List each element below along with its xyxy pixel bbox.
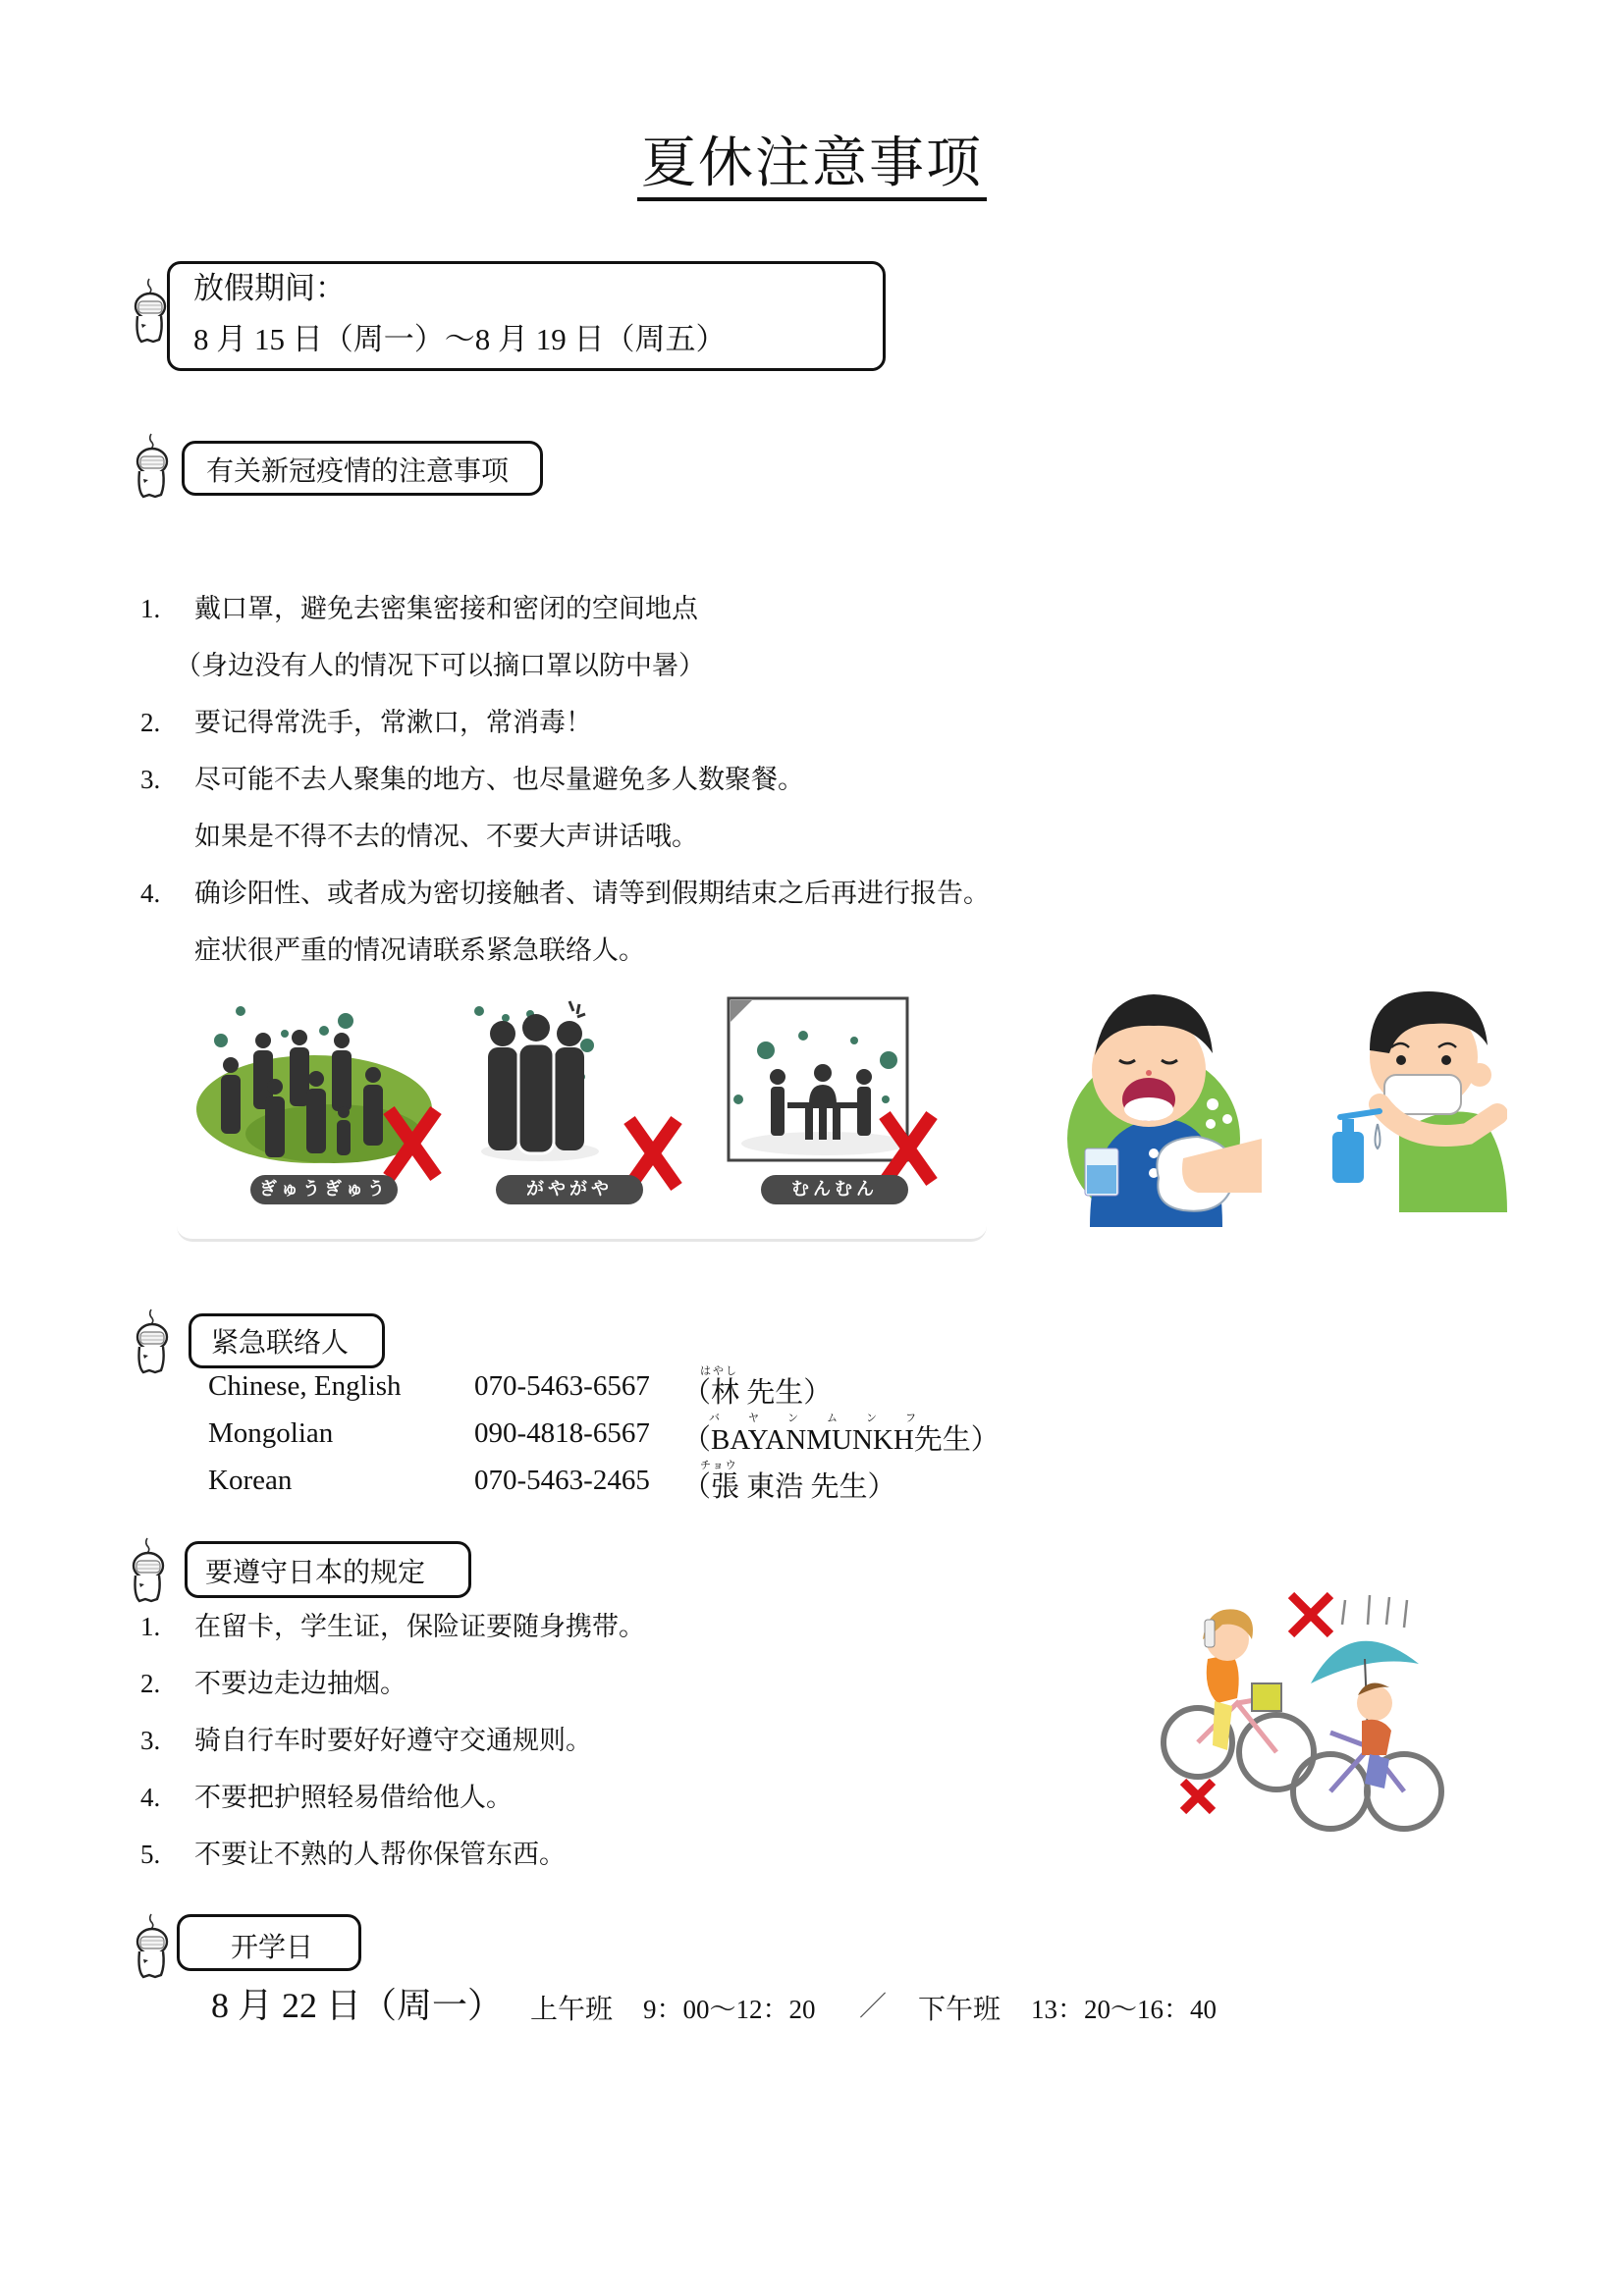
prohibited-cross-icon	[383, 1104, 442, 1183]
rule-item-4: 4. 不要把护照轻易借给他人。	[140, 1783, 513, 1813]
schedule-separator: ／	[859, 1990, 888, 2022]
contact-name: （張 東浩 先生）	[682, 1471, 896, 1503]
japan-rules-heading: 要遵守日本的规定	[185, 1541, 471, 1598]
mascot-icon	[132, 432, 173, 503]
covid-item-2: 2. 要记得常洗手，常漱口，常消毒！	[140, 708, 592, 738]
page-title: 夏休注意事项	[0, 120, 1624, 198]
bicycle-rules-illustration	[1154, 1585, 1448, 1836]
covid-item-1-note: （身边没有人的情况下可以摘口罩以防中暑）	[175, 651, 705, 681]
close-conversation-icon	[471, 996, 628, 1183]
school-start-date: 8 月 22 日（周一）	[211, 1986, 504, 2025]
covid-item-1: 1. 戴口罩，避免去密集密接和密闭的空间地点	[140, 594, 698, 624]
mascot-icon	[130, 277, 171, 347]
contact-language: Korean	[208, 1465, 293, 1496]
contact-phone[interactable]: 070-5463-2465	[474, 1465, 650, 1496]
mask-sanitizer-illustration	[1321, 987, 1507, 1212]
pictogram-label: ぎゅうぎゅう	[250, 1175, 398, 1204]
contact-ruby: はやし	[700, 1364, 738, 1377]
contact-ruby: バ ヤ ン ム ン フ	[709, 1412, 925, 1424]
rule-item-5: 5. 不要让不熟的人帮你保管东西。	[140, 1840, 566, 1870]
mascot-icon	[132, 1912, 173, 1983]
contact-language: Chinese, English	[208, 1370, 402, 1402]
vacation-period-box	[167, 261, 886, 371]
mascot-icon	[128, 1536, 169, 1607]
mascot-icon	[132, 1308, 173, 1378]
covid-item-3-note: 如果是不得不去的情况、不要大声讲话哦。	[194, 822, 698, 852]
school-start-heading: 开学日	[177, 1914, 361, 1971]
pictogram-label: がやがや	[496, 1175, 643, 1204]
emergency-contacts-heading: 紧急联络人	[189, 1313, 385, 1368]
covid-section-heading: 有关新冠疫情的注意事项	[182, 441, 543, 496]
vacation-period-dates: 8 月 15 日（周一）～8 月 19 日（周五）	[193, 322, 727, 356]
morning-class-label: 上午班	[530, 1993, 614, 2025]
rule-item-3: 3. 骑自行车时要好好遵守交通规则。	[140, 1726, 592, 1756]
afternoon-class-time: 13：20～16：40	[1031, 1995, 1217, 2024]
contact-phone[interactable]: 090-4818-6567	[474, 1417, 650, 1449]
rule-item-1: 1. 在留卡，学生证，保险证要随身携带。	[140, 1612, 645, 1642]
afternoon-class-label: 下午班	[918, 1993, 1001, 2025]
contact-name: （BAYANMUNKH先生）	[682, 1424, 1000, 1456]
gargle-handwash-illustration	[1056, 987, 1267, 1227]
covid-item-3: 3. 尽可能不去人聚集的地方、也尽量避免多人数聚餐。	[140, 765, 804, 795]
three-cs-pictogram-panel	[177, 987, 987, 1242]
rule-item-2: 2. 不要边走边抽烟。	[140, 1669, 406, 1699]
vacation-period-label: 放假期间：	[193, 271, 346, 306]
pictogram-label: むんむん	[761, 1175, 908, 1204]
contact-name: （林 先生）	[682, 1377, 833, 1409]
morning-class-time: 9：00～12：20	[643, 1995, 816, 2024]
covid-item-4-note: 症状很严重的情况请联系紧急联络人。	[194, 935, 645, 966]
contact-ruby: チョウ	[700, 1459, 738, 1471]
covid-item-4: 4. 确诊阳性、或者成为密切接触者、请等到假期结束之后再进行报告。	[140, 879, 990, 909]
contact-language: Mongolian	[208, 1417, 334, 1449]
contact-phone[interactable]: 070-5463-6567	[474, 1370, 650, 1402]
